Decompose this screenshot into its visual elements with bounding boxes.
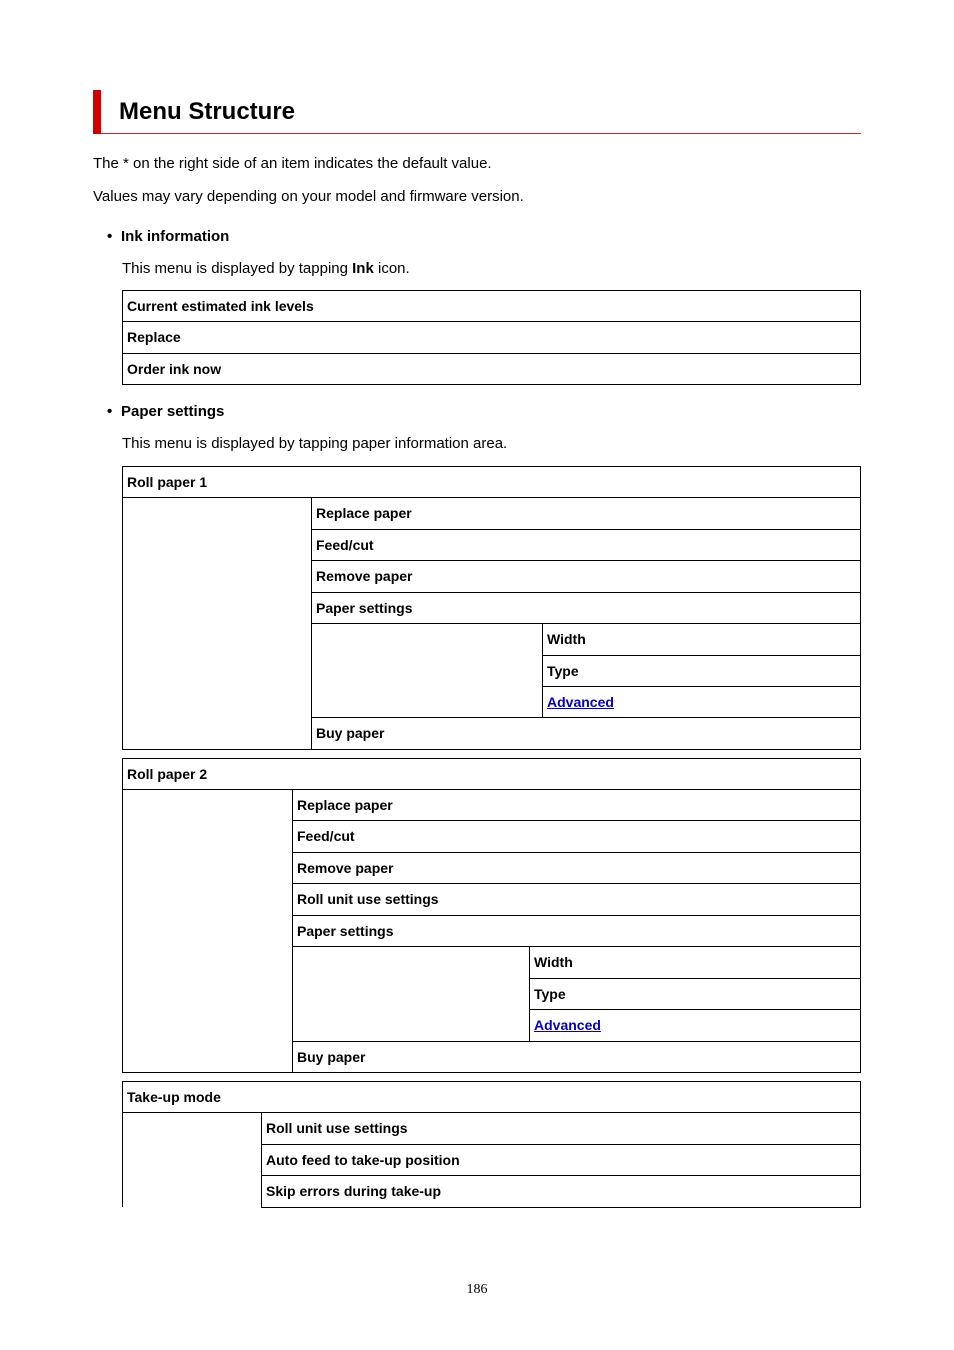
takeup-header[interactable]: Take-up mode [122,1081,861,1113]
paper-description: This menu is displayed by tapping paper information area. [122,435,508,452]
roll2-width[interactable]: Width [529,946,861,979]
roll1-header[interactable]: Roll paper 1 [122,466,861,498]
roll2-buy-paper[interactable]: Buy paper [292,1041,861,1073]
page-title-block [93,90,861,134]
ink-row-order[interactable]: Order ink now [122,353,861,385]
bullet-paper-settings [107,403,224,421]
ink-desc-bold: Ink [352,260,374,277]
roll1-replace-paper[interactable]: Replace paper [311,497,861,530]
paper-heading: Paper settings [121,403,225,420]
page-title: Menu Structure [119,98,296,125]
bullet-dot-icon: • [107,228,113,245]
takeup-skip-errors[interactable]: Skip errors during take-up [261,1175,861,1208]
roll1-remove-paper[interactable]: Remove paper [311,560,861,593]
roll1-paper-settings[interactable]: Paper settings [311,592,861,624]
ink-desc-post: icon. [373,260,410,277]
roll2-replace-paper[interactable]: Replace paper [292,789,861,821]
roll2-roll-unit-use-settings[interactable]: Roll unit use settings [292,883,861,916]
intro-line-1: The * on the right side of an item indicates the default value. [93,155,492,172]
title-accent-bar [93,90,101,134]
takeup-roll-unit-use-settings[interactable]: Roll unit use settings [261,1112,861,1145]
takeup-auto-feed[interactable]: Auto feed to take-up position [261,1144,861,1176]
roll2-advanced-cell [529,1009,861,1042]
roll1-indent-cell [122,497,312,750]
ink-row-replace[interactable]: Replace [122,321,861,354]
roll2-advanced-link[interactable]: Advanced [534,1017,601,1033]
roll1-feed-cut[interactable]: Feed/cut [311,529,861,561]
bullet-dot-icon: • [107,403,113,420]
ink-description [122,260,410,278]
roll1-type[interactable]: Type [542,655,861,687]
intro-line-2: Values may vary depending on your model and firmware version. [93,188,524,205]
roll1-buy-paper[interactable]: Buy paper [311,717,861,750]
roll2-header[interactable]: Roll paper 2 [122,758,861,790]
roll1-sub-indent-cell [311,623,543,718]
roll2-feed-cut[interactable]: Feed/cut [292,820,861,853]
roll1-width[interactable]: Width [542,623,861,656]
roll2-sub-indent-cell [292,946,530,1042]
takeup-left-rule [122,1112,123,1207]
roll2-type[interactable]: Type [529,978,861,1010]
roll2-remove-paper[interactable]: Remove paper [292,852,861,884]
roll2-indent-cell [122,789,293,1073]
roll1-advanced-cell [542,686,861,718]
ink-row-levels[interactable]: Current estimated ink levels [122,290,861,322]
page-number: 186 [466,1282,488,1297]
ink-desc-pre: This menu is displayed by tapping [122,260,353,277]
roll2-paper-settings[interactable]: Paper settings [292,915,861,947]
roll1-advanced-link[interactable]: Advanced [547,694,614,710]
bullet-ink-information [107,228,229,246]
ink-heading: Ink information [121,228,230,245]
